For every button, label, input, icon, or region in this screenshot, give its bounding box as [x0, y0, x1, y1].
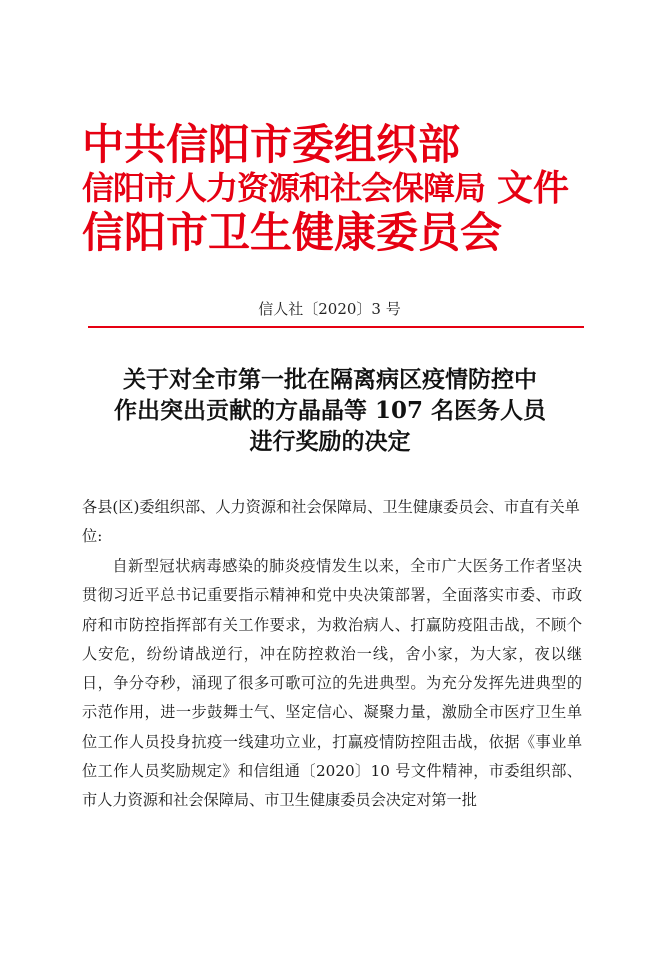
doc-title-line-1: 关于对全市第一批在隔离病区疫情防控中 [123, 366, 537, 393]
addressee: 各县(区)委组织部、人力资源和社会保障局、卫生健康委员会、市直有关单位: [82, 498, 580, 546]
red-divider [88, 326, 584, 328]
body-paragraph: 自新型冠状病毒感染的肺炎疫情发生以来，全市广大医务工作者坚决贯彻习近平总书记重要指示精神和党中央决策部署，全面落实市委、市政府和市防控指挥部有关工作要求，为救治病人、打赢防疫阻击战，不顾个人安危，纷纷请战逆行，冲在防控救治一线，舍小家，为大家，夜以继日，争分夺秒，涌现了很多可歌可泣的先进典型。为充分发挥先进典型的示范作用，进一步鼓舞士气、坚定信心、凝聚力量，激励全市医疗卫生单位工作人员投身抗疫一线建功立业，打赢疫情防控阻击战，依据《事业单位工作人员奖励规定》和信组通〔2020〕10 号文件精神，市委组织部、市人力资源和社会保障局、市卫生健康委员会决定对第一批 [82, 557, 582, 810]
issuer-line-2: 信阳市人力资源和社会保障局 [82, 169, 486, 207]
document-number: 信人社〔2020〕3 号 [258, 300, 401, 318]
issuer-line-3: 信阳市卫生健康委员会 [82, 208, 503, 257]
doc-title-line-2: 作出突出贡献的方晶晶等 107 名医务人员 [113, 397, 547, 424]
document-suffix: 文件 [497, 167, 570, 209]
doc-title-line-3: 进行奖励的决定 [249, 428, 411, 455]
issuer-line-1: 中共信阳市委组织部 [82, 120, 461, 169]
